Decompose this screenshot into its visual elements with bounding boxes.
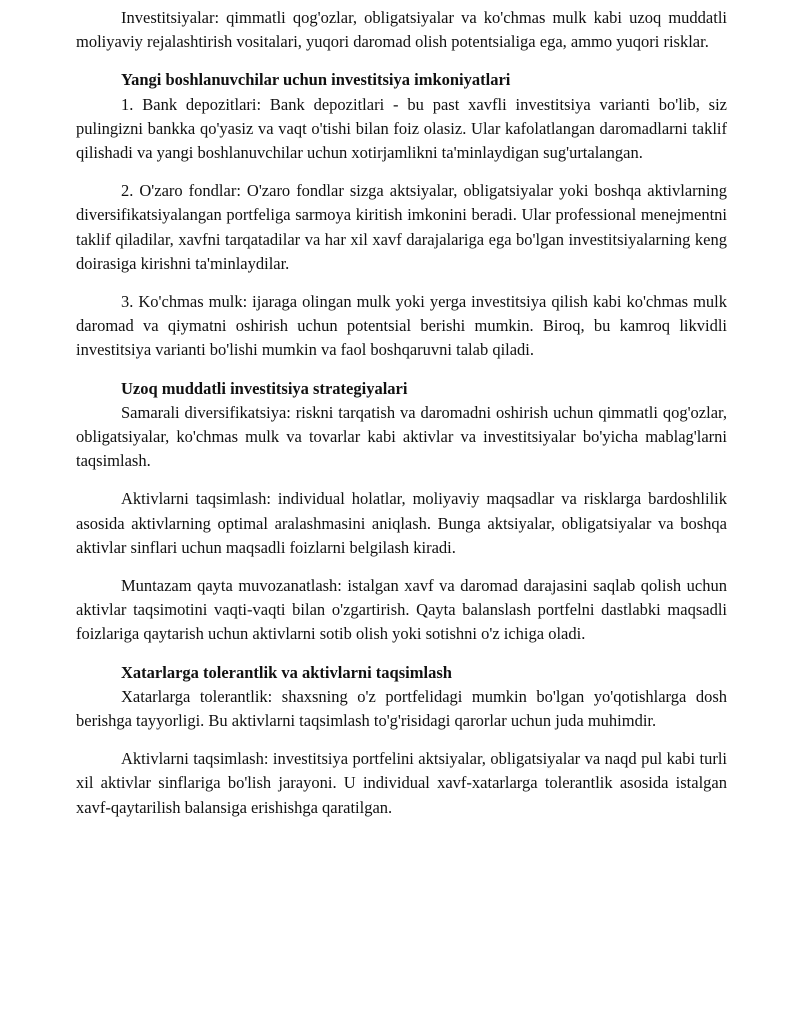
section-heading: Yangi boshlanuvchilar uchun investitsiya imkoniyatlari [121,70,511,90]
paragraph-real-estate: 3. Ko'chmas mulk: ijaraga olingan mulk yoki yerga investitsiya qilish kabi ko'chmas mulk daromad va qiymatni oshirish uchun potentsial berishi mumkin. Biroq, bu kamroq likvidli investitsiya varianti bo'lishi mumkin va faol boshqaruvni talab qiladi. [76,292,727,360]
section-heading: Xatarlarga tolerantlik va aktivlarni taqsimlash [121,662,452,682]
paragraph-rebalancing: Muntazam qayta muvozanatlash: istalgan xavf va daromad darajasini saqlab qolish uchun aktivlar taqsimotini vaqti-vaqti bilan o'zgartirish. Qayta balanslash portfelni dastlabki maqsadli foizlariga qaytarish uchun aktivlarni sotib olish yoki sotishni o'z ichiga oladi. [76,576,727,644]
paragraph-asset-allocation-process: Aktivlarni taqsimlash: investitsiya portfelini aktsiyalar, obligatsiyalar va naqd pul kabi turli xil aktivlar sinflariga bo'lish jarayoni. U individual xavf-xatarlarga tolerantlik asosida istalgan xavf-qaytarilish balansiga erishishga qaratilgan. [76,749,727,817]
intro-paragraph: Investitsiyalar: qimmatli qog'ozlar, obligatsiyalar va ko'chmas mulk kabi uzoq muddatli moliyaviy rejalashtirish vositalari, yuqori daromad olish potentsialiga ega, ammo yuqori risklar. [76,8,727,52]
paragraph-risk-tolerance: Xatarlarga tolerantlik: shaxsning o'z portfelidagi mumkin bo'lgan yo'qotishlarga dosh berishga tayyorligi. Bu aktivlarni taqsimlash to'g'risidagi qarorlar uchun juda muhimdir. [76,686,727,731]
section-risk-tolerance [76,661,727,820]
paragraph-bank-deposits: 1. Bank depozitlari: Bank depozitlari - bu past xavfli investitsiya varianti bo'lib, siz pulingizni bankka qo'yasiz va vaqt o'tishi bilan foiz olasiz. Ular kafolatlangan daromadlarni taklif qilishadi va yangi boshlanuvchilar uchun xotirjamlikni ta'minlaydigan sug'urtalangan. [76,94,727,163]
paragraph-mutual-funds: 2. O'zaro fondlar: O'zaro fondlar sizga aktsiyalar, obligatsiyalar yoki boshqa aktivlarning diversifikatsiyalangan portfeliga sarmoya kiritish imkonini beradi. Ular professional menejmentni taklif qiladilar, xavfni tarqatadilar va har xil xavf darajalariga ega bo'lgan investitsiyalarning keng doirasiga kirishni ta'minlaydilar. [76,181,727,273]
section-long-term-strategies [76,377,727,647]
document-page [76,6,727,834]
paragraph-asset-allocation: Aktivlarni taqsimlash: individual holatlar, moliyaviy maqsadlar va risklarga bardoshlilik asosida aktivlarning optimal aralashmasini aniqlash. Bunga aktsiyalar, obligatsiyalar va boshqa aktivlar sinflari uchun maqsadli foizlarni belgilash kiradi. [76,489,727,557]
section-heading: Uzoq muddatli investitsiya strategiyalari [121,378,408,398]
paragraph-diversification: Samarali diversifikatsiya: riskni tarqatish va daromadni oshirish uchun qimmatli qog'ozlar, obligatsiyalar, ko'chmas mulk va tovarlar kabi aktivlar va investitsiyalar bo'yicha mablag'larni taqsimlash. [76,402,727,471]
section-beginner-options [76,68,727,362]
